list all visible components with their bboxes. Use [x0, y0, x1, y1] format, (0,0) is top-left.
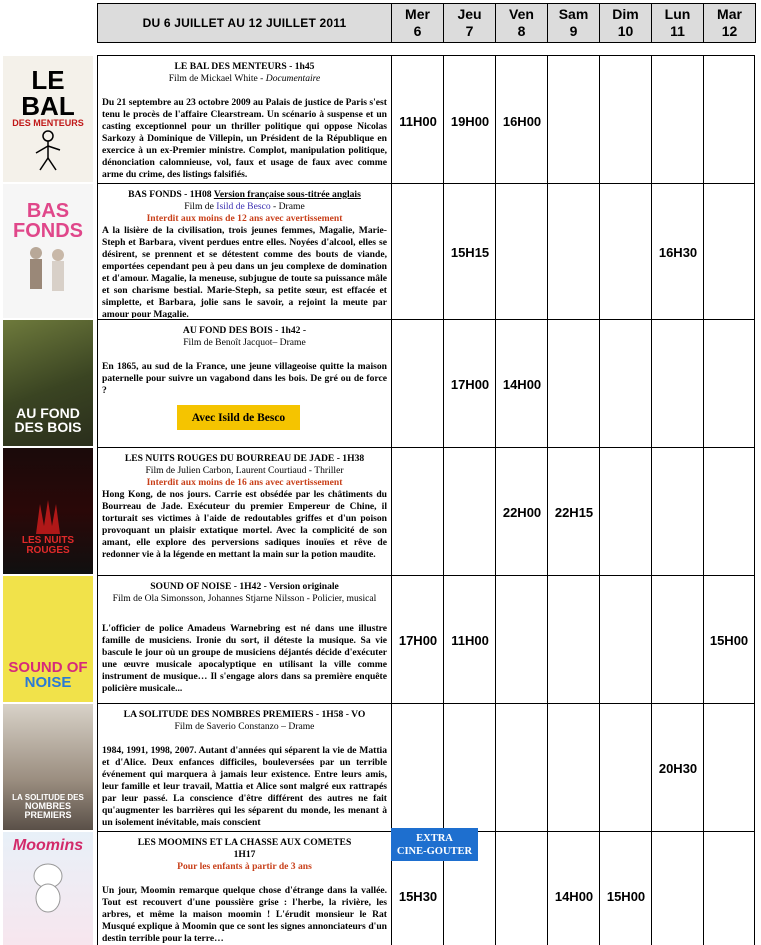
film-title: LA SOLITUDE DES NOMBRES PREMIERS - 1H58 - VO — [123, 709, 366, 720]
showtime-film2-lun: 16H30 — [658, 245, 698, 260]
film-credit — [102, 201, 387, 213]
film-credit — [102, 73, 387, 85]
showtime-film2-jeu: 15H15 — [450, 245, 490, 260]
poster-title: AU FOND — [16, 405, 80, 421]
film-title: SOUND OF NOISE - 1H42 - Version originale — [150, 581, 339, 592]
day-name: Dim — [612, 6, 639, 22]
showtime-film7-sam: 14H00 — [554, 889, 594, 904]
day-number: 9 — [569, 23, 578, 39]
film-credit: Film de Julien Carbon, Laurent Courtiaud - Thriller — [145, 465, 344, 476]
poster-title: LES NUITS ROUGES — [21, 535, 75, 556]
film-description — [98, 58, 391, 182]
cast-badge: Avec Isild de Besco — [177, 405, 300, 430]
poster-au-fond-des-bois — [3, 320, 93, 446]
film-genre: Documentaire — [265, 73, 321, 84]
grid-line — [443, 55, 444, 945]
film-synopsis: Hong Kong, de nos jours. Carrie est obsédée par les châtiments du Bourreau de Jade. Exécuteur du premier Empereur de Chine, il torturait ses victimes à l'aide de redoutables griffes et d'un poison provoquant un plaisir extatique mortel. Avec la complicité de son amant, elle explore des perversions sadiques inouïes et rêve de redonner vie à la légende en mettant la main sur la potion maudite. — [102, 489, 387, 560]
film-credit-prefix: Film de Mickael White - — [168, 73, 266, 84]
film-credit-prefix: Film de — [184, 201, 217, 212]
moomin-illustration-icon — [23, 854, 73, 914]
day-number: 11 — [670, 23, 685, 39]
day-header-lun — [651, 3, 704, 43]
showtime-film1-ven: 16H00 — [502, 114, 542, 129]
poster-title: BAS — [26, 200, 70, 222]
day-number: 6 — [413, 23, 422, 39]
film-credit: Film de Ola Simonsson, Johannes Stjarne Nilsson - Policier, musical — [112, 593, 377, 604]
film-credit: Film de Saverio Constanzo – Drame — [174, 721, 315, 732]
film-duration: 1H17 — [233, 849, 256, 860]
film-synopsis: Un jour, Moomin remarque quelque chose d'étrange dans la vallée. Tout est recouvert d'une poussière grise : l'herbe, la rivière, les arbres, et même la maison moomin ! L'érudit monsieur le Rat Musqué explique à Moomin que ce sont les signes annonciateurs d'un destin terrible pour la terre… — [102, 885, 387, 944]
grid-line — [97, 575, 755, 576]
film-description — [98, 578, 391, 702]
film-description — [98, 706, 391, 830]
film-description — [98, 834, 391, 945]
extra-cine-gouter-badge — [391, 828, 478, 861]
poster-bas-fonds — [3, 184, 93, 318]
date-range-label: DU 6 JUILLET AU 12 JUILLET 2011 — [142, 16, 347, 30]
poster-subtitle: DES MENTEURS — [12, 117, 84, 128]
grid-line — [97, 319, 755, 320]
age-warning: Interdit aux moins de 16 ans avec avertissement — [146, 477, 343, 488]
film-synopsis: A la lisière de la civilisation, trois jeunes femmes, Magalie, Marie-Steph et Barbara, vivent perdues entre elles. Noyées d'alcool, elles se désirent, se prennent et se détestent comme des bouts de viande, emportées cependant peu à peu dans un jeu complexe de domination et d'amour. Magalie, la meneuse, subjugue de toute sa puissance mâle et son charisme bestial. Marie-Steph, sa petite sœur, est effacée et simplette, et Barbara, jolie sans le savoir, a rejoint la meute par amour pour Magalie. — [102, 225, 387, 318]
grid-line — [97, 55, 755, 56]
film-synopsis: 1984, 1991, 1998, 2007. Autant d'années qui séparent la vie de Mattia et d'Alice. Deux enfances difficiles, bouleversées par un terrible événement qui marquera à jamais leur existence. Entre leurs amis, leur famille et leur travail, Mattia et Alice sont malgré eux rattrapés par leur passé. La conscience d'être différent des autres ne fait qu'augmenter les barrières qui les séparent du monde, les menant à un isolement inévitable, mais conscient — [102, 745, 387, 828]
film-description — [98, 186, 391, 318]
day-name: Mer — [405, 6, 430, 22]
poster-title: LE BAL — [21, 64, 75, 121]
badge-line: CINE-GOUTER — [396, 845, 473, 857]
day-header-mar — [703, 3, 756, 43]
showtime-film1-jeu: 19H00 — [450, 114, 490, 129]
figures-illustration-icon — [18, 241, 78, 301]
showtime-film4-ven: 22H00 — [502, 505, 542, 520]
age-warning: Interdit aux moins de 12 ans avec avertissement — [146, 213, 343, 224]
poster-moomins — [3, 832, 93, 945]
poster-title: Moomins — [12, 837, 84, 854]
grid-line — [97, 703, 755, 704]
poster-subtitle: NOMBRES PREMIERS — [24, 801, 72, 820]
day-number: 7 — [465, 23, 474, 39]
day-name: Lun — [664, 6, 691, 22]
showtime-film5-mer: 17H00 — [398, 633, 438, 648]
director-link[interactable]: Isild de Besco — [216, 201, 271, 212]
film-title: AU FOND DES BOIS - 1h42 - — [182, 325, 307, 336]
showtime-film7-mer: 15H30 — [398, 889, 438, 904]
day-number: 12 — [721, 23, 738, 39]
poster-subtitle: NOISE — [24, 674, 72, 691]
badge-line: EXTRA — [416, 832, 453, 844]
day-name: Ven — [509, 6, 534, 22]
day-header-ven — [495, 3, 548, 43]
grid-line — [495, 55, 496, 945]
day-number: 10 — [617, 23, 634, 39]
showtime-film6-lun: 20H30 — [658, 761, 698, 776]
film-synopsis: L'officier de police Amadeus Warnebring est né dans une illustre famille de musiciens. Ironie du sort, il déteste la musique. Sa vie bascule le jour où un groupe de musiciens déjantés décide d'exécuter une œuvre musicale apocalyptique en utilisant la ville comme instrument de musique… Il s'engage alors dans sa première enquête policière musicale... — [102, 623, 387, 694]
showtime-film3-jeu: 17H00 — [450, 377, 490, 392]
grid-line — [97, 447, 755, 448]
showtime-film7-dim: 15H00 — [606, 889, 646, 904]
day-name: Jeu — [457, 6, 482, 22]
showtime-film4-sam: 22H15 — [554, 505, 594, 520]
day-name: Mar — [717, 6, 742, 22]
grid-line — [391, 55, 392, 945]
day-header-sam — [547, 3, 600, 43]
showtime-film5-mar: 15H00 — [709, 633, 749, 648]
film-title-row — [102, 189, 387, 201]
grid-line — [599, 55, 600, 945]
poster-bal-des-menteurs — [3, 56, 93, 182]
showtime-film5-jeu: 11H00 — [451, 633, 489, 648]
day-header-jeu — [443, 3, 496, 43]
film-synopsis: Du 21 septembre au 23 octobre 2009 au Palais de justice de Paris s'est tenu le procès de l'affaire Clearstream. Un scénario à suspense et un casting exceptionnel pour un thriller politique qui oppose Nicolas Sarkozy à Dominique de Villepin, un Président de la République en exercice à un ex-Premier ministre. Complot, manipulation politique, dénonciation calomnieuse, vol, faux et usage de faux avec comme arme du crime, des listings falsifiés. — [102, 97, 387, 180]
film-description — [98, 450, 391, 574]
showtime-film3-ven: 14H00 — [502, 377, 542, 392]
poster-title: LA SOLITUDE DES — [12, 793, 84, 802]
grid-line — [651, 55, 652, 945]
poster-title: SOUND OF — [8, 659, 88, 676]
claw-illustration-icon — [28, 496, 68, 536]
poster-subtitle: FONDS — [13, 220, 83, 242]
showtime-film1-mer: 11H00 — [399, 114, 437, 129]
poster-subtitle: DES BOIS — [14, 419, 82, 435]
grid-line — [547, 55, 548, 945]
poster-nuits-rouges — [3, 448, 93, 574]
figure-illustration-icon — [28, 128, 68, 172]
age-warning: Pour les enfants à partir de 3 ans — [177, 861, 312, 872]
film-synopsis: En 1865, au sud de la France, une jeune villageoise quitte la maison paternelle pour suivre un vagabond dans les bois. De gré ou de force ? — [102, 361, 387, 396]
day-header-dim — [599, 3, 652, 43]
film-title: LE BAL DES MENTEURS - 1h45 — [174, 61, 315, 72]
film-title: LES NUITS ROUGES DU BOURREAU DE JADE - 1H38 — [124, 453, 365, 464]
film-title: BAS FONDS - 1H08 — [128, 189, 212, 200]
grid-line — [97, 183, 755, 184]
grid-line — [703, 55, 704, 945]
day-number: 8 — [517, 23, 526, 39]
day-header-mer — [391, 3, 444, 43]
film-credit-suffix: - Drame — [270, 201, 305, 212]
day-name: Sam — [558, 6, 589, 22]
film-credit: Film de Benoît Jacquot– Drame — [183, 337, 306, 348]
grid-line — [754, 55, 755, 945]
date-range-header — [97, 3, 392, 43]
poster-sound-of-noise — [3, 576, 93, 702]
film-title: LES MOOMINS ET LA CHASSE AUX COMETES — [137, 837, 352, 848]
film-version: Version française sous-titrée anglais — [213, 189, 361, 200]
poster-solitude-nombres-premiers — [3, 704, 93, 830]
